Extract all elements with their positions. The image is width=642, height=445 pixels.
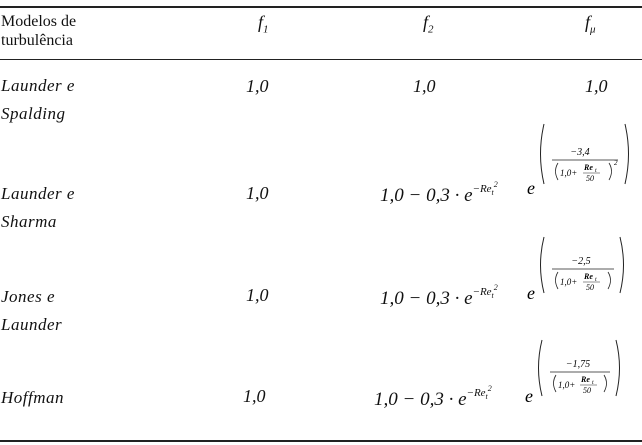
row-4-model-line1: Hoffman	[1, 388, 64, 407]
row-4-fmu-den-re: Re	[581, 375, 590, 384]
row-2-fmu-den-pow: 2	[614, 159, 618, 167]
header-models-column	[1, 12, 76, 50]
table-row-4-model	[1, 384, 64, 412]
row-1-f1: 1,0	[246, 76, 269, 96]
row-2-fmu-base: e	[527, 178, 535, 198]
row-2-f2-exp-sup: 2	[493, 180, 498, 189]
row-3-fmu-den-re: Re	[584, 272, 593, 281]
row-4-fmu-inner-rparen	[604, 375, 607, 392]
row-3-fmu-den-re-sub: t	[595, 277, 597, 283]
row-3-fmu-den-div: 50	[586, 283, 594, 292]
header-f1-index: 1	[263, 23, 269, 36]
row-1-model-line2: Spalding	[1, 104, 66, 123]
row-3-f1: 1,0	[246, 285, 269, 305]
table-row-3-model	[1, 283, 62, 339]
header-f1-symbol: f	[258, 12, 264, 32]
row-4-fmu-rparen	[616, 340, 620, 396]
row-4-f1: 1,0	[243, 386, 266, 406]
row-2-model-line2: Sharma	[1, 212, 57, 231]
row-2-fmu-den-re: Re	[584, 163, 593, 172]
row-3-f2-exp-sup: 2	[493, 283, 498, 292]
row-4-fmu-numerator: −1,75	[565, 359, 591, 370]
row-3-model-line2: Launder	[1, 315, 63, 334]
row-4-fmu-lparen	[539, 340, 543, 396]
row-4-f2-exp-sub: t	[485, 392, 488, 402]
table-bottom-rule	[0, 440, 642, 442]
row-2-fmu-den-div: 50	[586, 174, 594, 183]
row-3-f2-exp-sub: t	[491, 291, 494, 301]
row-3-fmu-lparen	[541, 237, 545, 293]
row-2-f1: 1,0	[246, 183, 269, 203]
header-models-line1: Modelos de	[1, 13, 77, 30]
table-row-1-model	[1, 72, 75, 128]
row-4-f2-exp-sup: 2	[487, 384, 492, 393]
row-3-fmu-den-a: 1,0+	[560, 277, 578, 287]
header-models-line2: turbulência	[1, 32, 73, 49]
row-2-fmu-numerator: −3,4	[570, 147, 590, 158]
row-2-f2-exp-sub: t	[491, 188, 494, 198]
table-header-rule	[0, 59, 642, 60]
row-1-f2: 1,0	[413, 76, 436, 96]
row-4-f2	[374, 384, 492, 411]
row-3-fmu-inner-rparen	[608, 272, 611, 289]
row-4-f2-exp: −Re	[466, 387, 486, 399]
row-1-model-line1: Launder e	[1, 76, 75, 95]
table-row-2-model	[1, 180, 75, 236]
row-2-fmu-inner-lparen	[556, 163, 559, 180]
row-4-fmu-base: e	[525, 386, 533, 406]
row-2-fmu-den-a: 1,0+	[560, 168, 578, 178]
row-3-fmu-base: e	[527, 283, 535, 303]
header-f1	[258, 12, 269, 36]
header-fmu	[585, 12, 596, 36]
row-2-f2	[380, 180, 498, 207]
row-4-f2-main: 1,0 − 0,3 · e	[374, 389, 467, 410]
row-3-fmu-rparen	[620, 237, 624, 293]
row-4-fmu-den-a: 1,0+	[558, 380, 576, 390]
row-2-fmu-rparen	[625, 124, 629, 184]
row-2-fmu-lparen	[541, 124, 545, 184]
row-4-fmu-inner-lparen	[554, 375, 557, 392]
row-4-fmu	[518, 336, 630, 408]
row-3-f2-main: 1,0 − 0,3 · e	[380, 288, 473, 309]
row-3-fmu	[520, 233, 632, 305]
row-3-fmu-numerator: −2,5	[571, 256, 591, 267]
table-top-rule	[0, 6, 642, 8]
row-3-fmu-inner-lparen	[556, 272, 559, 289]
row-2-f2-main: 1,0 − 0,3 · e	[380, 185, 473, 206]
row-2-f2-exp: −Re	[472, 183, 492, 195]
row-3-f2-exp: −Re	[472, 286, 492, 298]
header-fmu-index: μ	[590, 23, 596, 36]
header-f2-symbol: f	[423, 12, 429, 32]
row-2-model-line1: Launder e	[1, 184, 75, 203]
row-2-fmu-den-re-sub: t	[595, 168, 597, 174]
row-3-model-line1: Jones e	[1, 287, 56, 306]
row-1-fmu: 1,0	[585, 76, 608, 96]
header-fmu-symbol: f	[585, 12, 591, 32]
row-4-fmu-den-re-sub: t	[592, 380, 594, 386]
row-4-fmu-den-div: 50	[583, 386, 591, 395]
header-f2	[423, 12, 434, 36]
header-f2-index: 2	[428, 23, 434, 36]
row-2-fmu-inner-rparen	[609, 163, 612, 180]
row-2-fmu	[520, 120, 632, 200]
row-3-f2	[380, 283, 498, 310]
